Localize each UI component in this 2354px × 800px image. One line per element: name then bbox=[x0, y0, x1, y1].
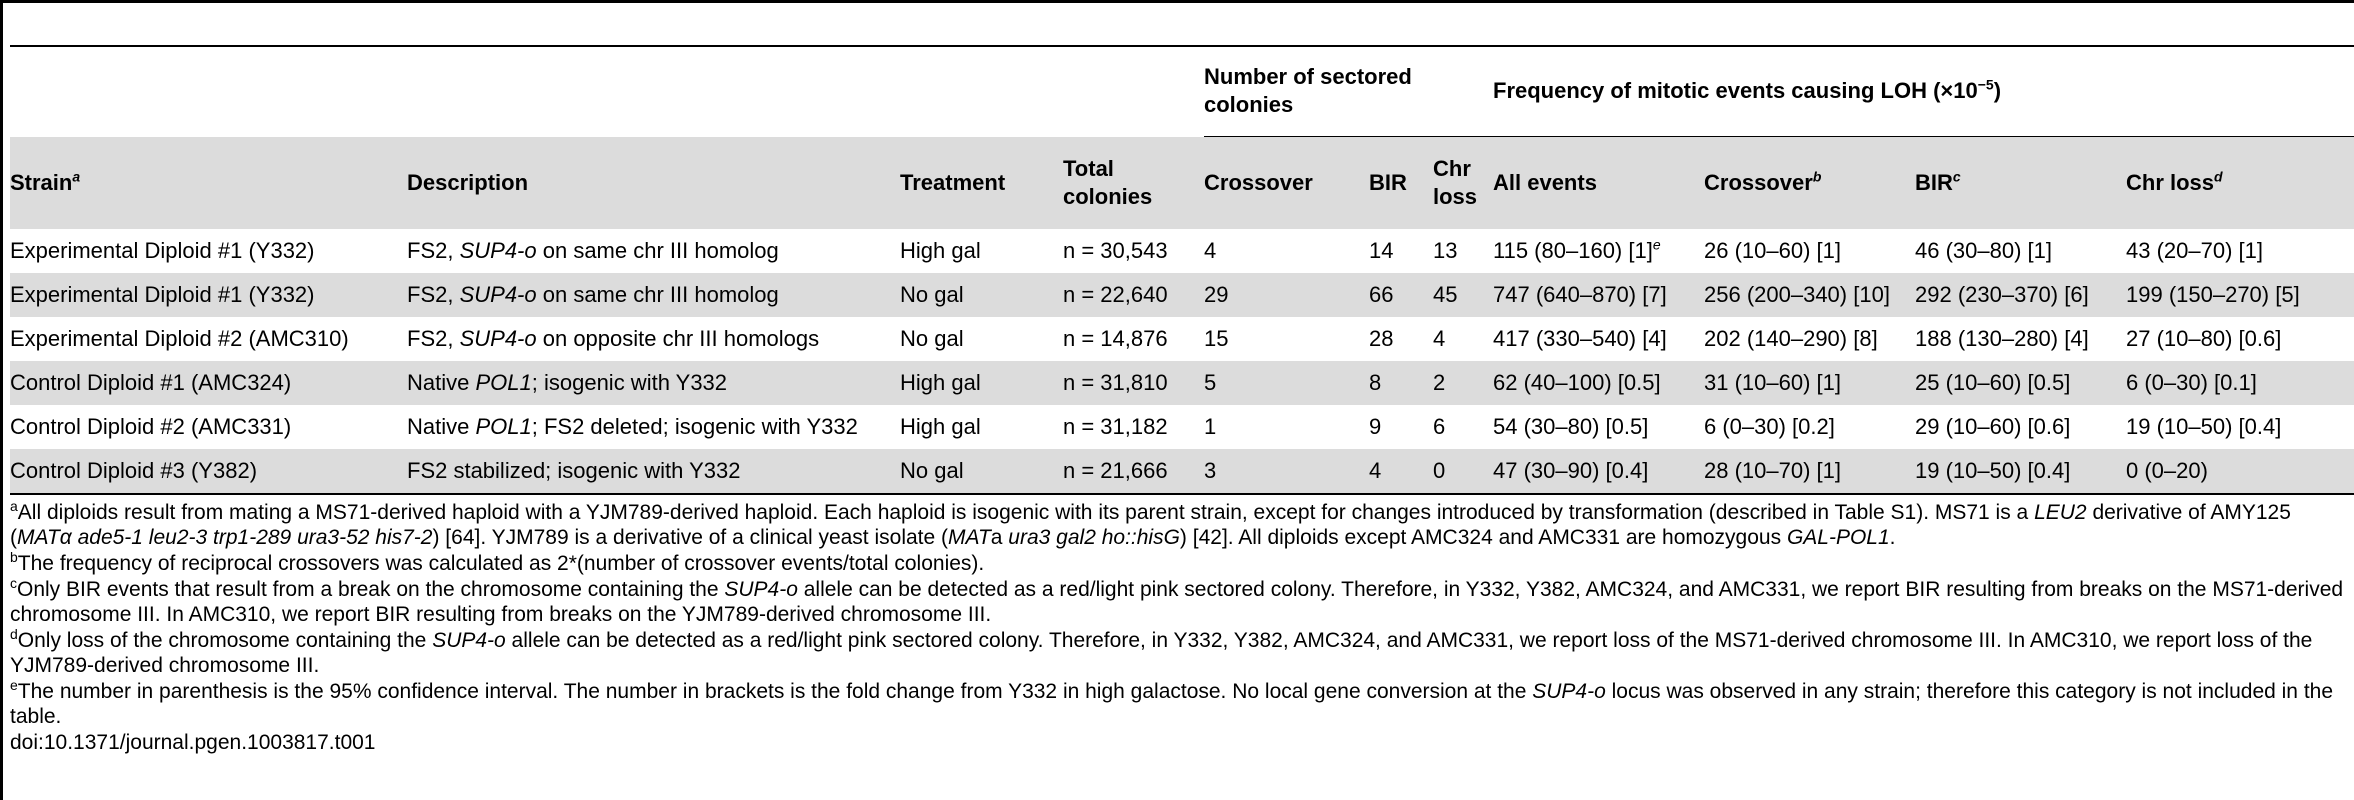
cell-treatment: No gal bbox=[900, 449, 1063, 494]
footnote-b: $^b$The frequency of reciprocal crossovers was calculated as 2*(number of crossover events/total colonies). bbox=[10, 549, 985, 575]
cell-chr-loss: 6 bbox=[1433, 414, 1446, 439]
cell-all-events: 115 (80–160) $[1]^e$ bbox=[1493, 236, 1661, 263]
col-header-description: Description bbox=[407, 137, 900, 230]
footnote-c: $^c$Only BIR events that result from a break on the chromosome containing the SUP4-o allele can be detected as a red/light pink sectored colony. Therefore, in Y332, Y382, AMC324, and AMC331, we report BIR resulting from breaks on the MS71-derived chromosome III. In AMC310, we report BIR resulting from breaks on the YJM789-derived chromosome III. bbox=[10, 575, 2344, 626]
cell-total: n = 14,876 bbox=[1063, 326, 1168, 351]
cell-freq-bir: 188 (130–280) [4] bbox=[1915, 326, 2089, 351]
left-border bbox=[0, 0, 3, 800]
cell-all-events: 62 (40–100) [0.5] bbox=[1493, 361, 1704, 405]
cell-all-events: 417 (330–540) [4] bbox=[1493, 326, 1667, 351]
cell-chr-loss: 13 bbox=[1433, 238, 1458, 263]
cell-strain: Control Diploid #2 (AMC331) bbox=[10, 414, 292, 439]
footnote-e: $^e$The number in parenthesis is the 95% confidence interval. The number in brackets is the fold change from Y332 in high galactose. No local gene conversion at the SUP4-o locus was observed in any strain; therefore this category is not included in the table. bbox=[10, 677, 2334, 728]
col-header-strain: Strain$^a$ bbox=[10, 137, 407, 230]
cell-total: n = 30,543 bbox=[1063, 238, 1168, 263]
cell-crossover: 15 bbox=[1204, 326, 1229, 351]
cell-description: Native POL1; isogenic with Y332 bbox=[407, 361, 900, 405]
cell-description: FS2, SUP4-o on same chr III homolog bbox=[407, 273, 900, 317]
cell-all-events: 747 (640–870) [7] bbox=[1493, 273, 1704, 317]
col-header-bir: BIR bbox=[1369, 137, 1433, 230]
cell-freq-chr-loss: 19 (10–50) [0.4] bbox=[2126, 414, 2282, 439]
cell-description: FS2 stabilized; isogenic with Y332 bbox=[407, 449, 900, 494]
cell-freq-chr-loss: 27 (10–80) [0.6] bbox=[2126, 326, 2282, 351]
table-row bbox=[10, 405, 2354, 449]
footnote-a: $^a$All diploids result from mating a MS71-derived haploid with a YJM789-derived haploid. Each haploid is isogenic with its parent strain, except for changes introduced by transformation (described in Table S1). MS71 is a LEU2 derivative of AMY125 (MATα ade5-1 leu2-3 trp1-289 ura3-52 his7-2) [64]. YJM789 is a derivative of a clinical yeast isolate (MATa ura3 gal2 ho::hisG) [42]. All diploids except AMC324 and AMC331 are homozygous GAL-POL1. bbox=[10, 498, 2291, 549]
sectored-header-text: Number of sectored colonies bbox=[1204, 64, 1412, 117]
col-header-freq-bir: BIR$^c$ bbox=[1915, 137, 2126, 230]
group-header-row bbox=[10, 46, 2354, 137]
cell-bir: 4 bbox=[1369, 449, 1433, 494]
table-row bbox=[10, 273, 2354, 317]
cell-strain: Experimental Diploid #2 (AMC310) bbox=[10, 326, 349, 351]
cell-description: FS2, SUP4-o on same chr III homolog bbox=[407, 238, 779, 263]
cell-crossover: 29 bbox=[1204, 273, 1369, 317]
cell-freq-chr-loss: 199 (150–270) [5] bbox=[2126, 273, 2354, 317]
cell-strain: Control Diploid #3 (Y382) bbox=[10, 449, 407, 494]
top-border bbox=[0, 0, 2354, 3]
col-header-freq-chr-loss: Chr loss$^d$ bbox=[2126, 137, 2354, 230]
cell-strain: Control Diploid #1 (AMC324) bbox=[10, 361, 407, 405]
cell-description: Native POL1; FS2 deleted; isogenic with Y332 bbox=[407, 414, 858, 439]
cell-freq-chr-loss: 6 (0–30) [0.1] bbox=[2126, 361, 2354, 405]
doi-link[interactable]: doi:10.1371/journal.pgen.1003817.t001 bbox=[10, 731, 376, 754]
cell-strain: Experimental Diploid #1 (Y332) bbox=[10, 238, 315, 263]
col-header-freq-crossover: Crossover$^b$ bbox=[1704, 137, 1915, 230]
cell-freq-bir: 25 (10–60) [0.5] bbox=[1915, 361, 2126, 405]
cell-total: n = 31,182 bbox=[1063, 414, 1168, 439]
cell-freq-bir: 19 (10–50) [0.4] bbox=[1915, 449, 2126, 494]
cell-freq-bir: 29 (10–60) [0.6] bbox=[1915, 414, 2071, 439]
table-row bbox=[10, 229, 2354, 273]
cell-crossover: 1 bbox=[1204, 414, 1217, 439]
cell-treatment: High gal bbox=[900, 361, 1063, 405]
col-header-crossover: Crossover bbox=[1204, 137, 1369, 230]
frequency-header-end: ) bbox=[1993, 78, 2002, 103]
cell-freq-crossover: 28 (10–70) [1] bbox=[1704, 449, 1915, 494]
cell-chr-loss: 0 bbox=[1433, 449, 1493, 494]
cell-freq-crossover: 31 (10–60) [1] bbox=[1704, 361, 1915, 405]
cell-total: n = 21,666 bbox=[1063, 449, 1204, 494]
cell-all-events: 54 (30–80) [0.5] bbox=[1493, 414, 1649, 439]
cell-crossover: 5 bbox=[1204, 361, 1369, 405]
cell-bir: 8 bbox=[1369, 361, 1433, 405]
col-header-chr-loss: Chr loss bbox=[1433, 137, 1493, 230]
cell-description: FS2, SUP4-o on opposite chr III homologs bbox=[407, 326, 820, 351]
col-header-all-events: All events bbox=[1493, 137, 1704, 230]
sectored-group-header bbox=[1204, 46, 1493, 137]
table-row bbox=[10, 361, 2354, 405]
cell-bir: 9 bbox=[1369, 414, 1382, 439]
cell-total: n = 22,640 bbox=[1063, 273, 1204, 317]
cell-chr-loss: 4 bbox=[1433, 326, 1446, 351]
column-header-row bbox=[10, 137, 2354, 230]
cell-treatment: No gal bbox=[900, 326, 964, 351]
results-table bbox=[10, 46, 2354, 495]
cell-freq-bir: 292 (230–370) [6] bbox=[1915, 273, 2126, 317]
cell-freq-crossover: 26 (10–60) [1] bbox=[1704, 238, 1841, 263]
cell-bir: 28 bbox=[1369, 326, 1394, 351]
col-header-treatment: Treatment bbox=[900, 137, 1063, 230]
frequency-header-exponent: −5 bbox=[1977, 76, 1994, 93]
cell-strain: Experimental Diploid #1 (Y332) bbox=[10, 273, 407, 317]
cell-treatment: High gal bbox=[900, 414, 981, 439]
cell-freq-chr-loss: 43 (20–70) [1] bbox=[2126, 238, 2263, 263]
cell-bir: 14 bbox=[1369, 238, 1394, 263]
cell-freq-chr-loss: 0 (0–20) bbox=[2126, 449, 2354, 494]
cell-bir: 66 bbox=[1369, 273, 1433, 317]
cell-chr-loss: 2 bbox=[1433, 361, 1493, 405]
cell-crossover: 3 bbox=[1204, 449, 1369, 494]
cell-treatment: High gal bbox=[900, 238, 981, 263]
footnote-d: $^d$Only loss of the chromosome containing the SUP4-o allele can be detected as a red/light pink sectored colony. Therefore, in Y332, Y382, AMC324, and AMC331, we report loss of the MS71-derived chromosome III. In AMC310, we report loss of the YJM789-derived chromosome III. bbox=[10, 626, 2313, 677]
cell-chr-loss: 45 bbox=[1433, 273, 1493, 317]
cell-crossover: 4 bbox=[1204, 238, 1217, 263]
frequency-group-header bbox=[1493, 46, 2354, 137]
col-header-total-colonies: Total colonies bbox=[1063, 137, 1204, 230]
cell-freq-crossover: 202 (140–290) [8] bbox=[1704, 326, 1878, 351]
frequency-header-text: Frequency of mitotic events causing LOH (×10 bbox=[1493, 78, 1978, 103]
cell-freq-bir: 46 (30–80) [1] bbox=[1915, 238, 2052, 263]
table-row bbox=[10, 317, 2354, 361]
cell-total: n = 31,810 bbox=[1063, 361, 1204, 405]
cell-treatment: No gal bbox=[900, 273, 1063, 317]
table-footnotes bbox=[10, 500, 2354, 756]
cell-freq-crossover: 256 (200–340) [10] bbox=[1704, 273, 1915, 317]
cell-freq-crossover: 6 (0–30) [0.2] bbox=[1704, 414, 1835, 439]
table-row bbox=[10, 449, 2354, 494]
cell-all-events: 47 (30–90) [0.4] bbox=[1493, 449, 1704, 494]
